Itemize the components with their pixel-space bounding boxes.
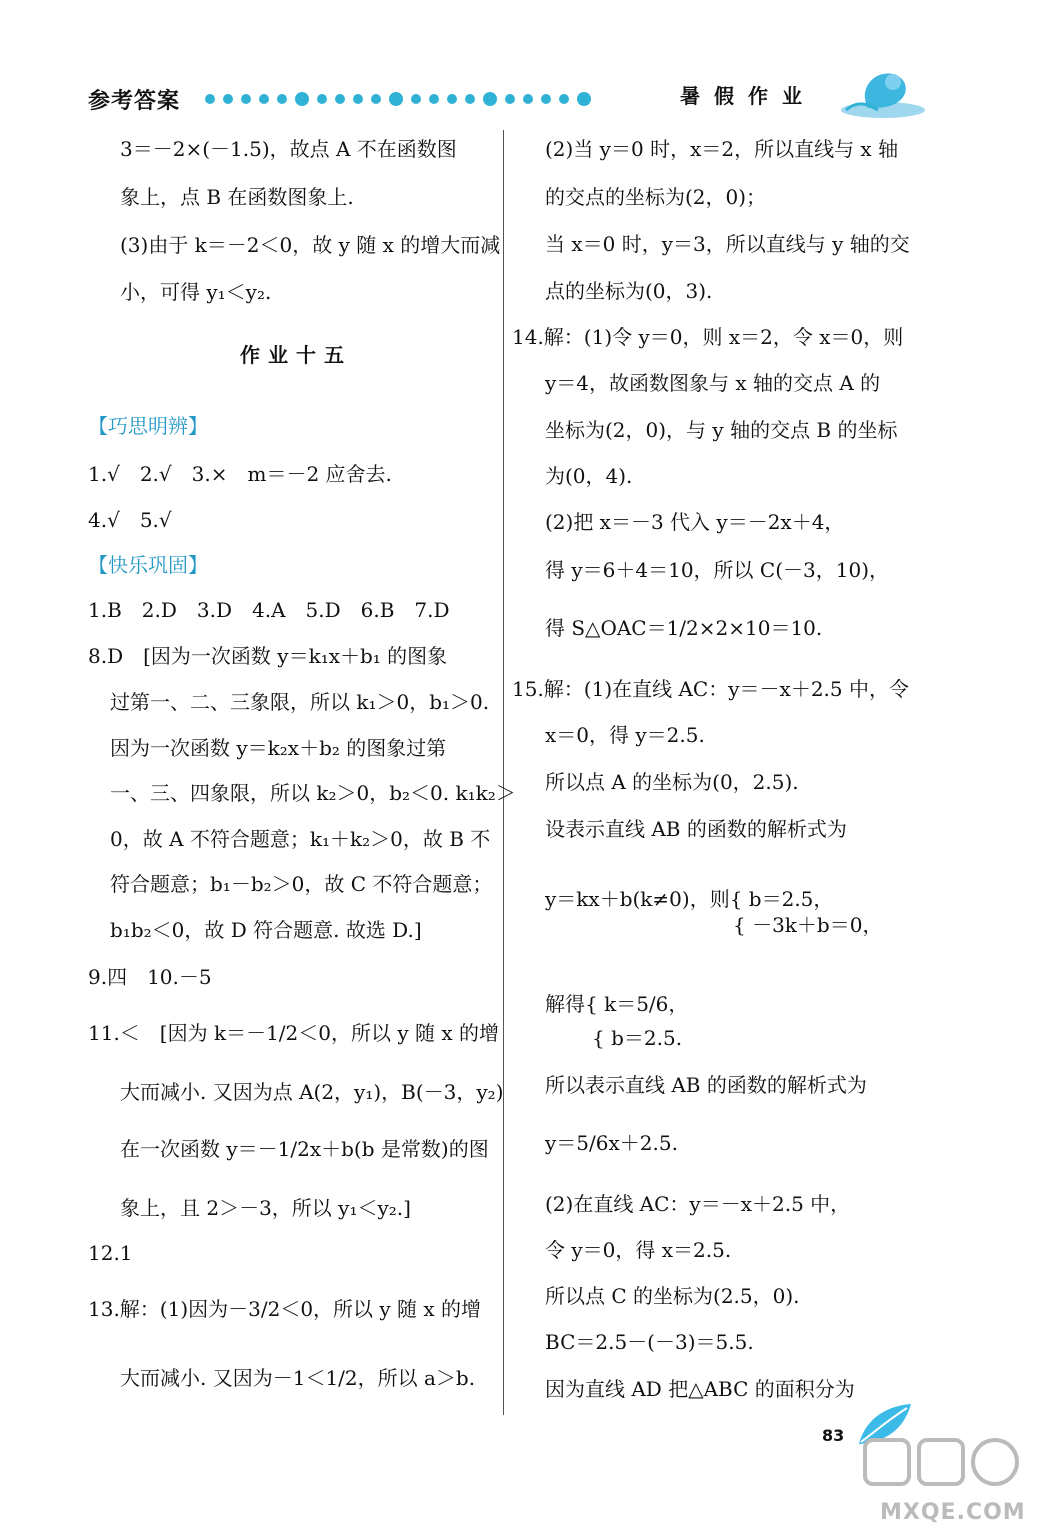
text-line: 14.解：(1)令 y＝0，则 x＝2，令 x＝0，则 <box>512 325 904 349</box>
decor-dot <box>277 94 287 104</box>
text-line: 令 y＝0，得 x＝2.5. <box>545 1238 732 1262</box>
decor-dot <box>241 94 251 104</box>
text-line: 9.四 10.－5 <box>88 965 212 989</box>
decor-dot <box>429 94 439 104</box>
text-line: { b＝2.5. <box>592 1026 683 1050</box>
text-line: 大而减小. 又因为点 A(2，y₁)，B(－3，y₂) <box>120 1080 504 1104</box>
decor-dot <box>447 94 457 104</box>
text-line: b₁b₂＜0，故 D 符合题意. 故选 D.] <box>110 918 422 942</box>
text-line: 13.解：(1)因为－3/2＜0，所以 y 随 x 的增 <box>88 1297 482 1321</box>
header-dots <box>205 92 591 106</box>
text-line: 象上，且 2＞－3，所以 y₁＜y₂.] <box>120 1196 411 1220</box>
text-line: 所以表示直线 AB 的函数的解析式为 <box>545 1073 867 1097</box>
text-line: 在一次函数 y＝－1/2x＋b(b 是常数)的图 <box>120 1137 489 1161</box>
decor-dot <box>371 94 381 104</box>
text-line: 得 y＝6＋4＝10，所以 C(－3，10)， <box>545 558 889 582</box>
section-label: 【快乐巩固】 <box>88 553 208 577</box>
text-line: 点的坐标为(0，3). <box>545 279 713 303</box>
text-line: 1.√ 2.√ 3.× m＝－2 应舍去. <box>88 462 392 486</box>
text-line: (2)当 y＝0 时，x＝2，所以直线与 x 轴 <box>545 137 899 161</box>
page-header <box>0 0 1050 125</box>
text-line: 12.1 <box>88 1241 133 1265</box>
text-line: 8.D [因为一次函数 y＝k₁x＋b₁ 的图象 <box>88 644 448 668</box>
text-line: 1.B 2.D 3.D 4.A 5.D 6.B 7.D <box>88 598 450 622</box>
decor-dot <box>223 94 233 104</box>
decor-dot <box>523 94 533 104</box>
text-line: 当 x＝0 时，y＝3，所以直线与 y 轴的交 <box>545 232 910 256</box>
text-line: 坐标为(2，0)，与 y 轴的交点 B 的坐标 <box>545 418 898 442</box>
text-line: 4.√ 5.√ <box>88 508 172 532</box>
text-line: (2)在直线 AC：y＝－x＋2.5 中， <box>545 1192 851 1216</box>
section-title: 作业十五 <box>240 343 352 367</box>
text-line: 为(0，4). <box>545 464 633 488</box>
decor-dot <box>465 94 475 104</box>
text-line: 象上，点 B 在函数图象上. <box>120 185 354 209</box>
text-line: 设表示直线 AB 的函数的解析式为 <box>545 817 847 841</box>
text-line: 的交点的坐标为(2，0)； <box>545 185 767 209</box>
text-line: 15.解：(1)在直线 AC：y＝－x＋2.5 中，令 <box>512 677 909 701</box>
text-line: 所以点 A 的坐标为(0，2.5). <box>545 770 799 794</box>
decor-dot <box>577 92 591 106</box>
text-line: 小，可得 y₁＜y₂. <box>120 280 272 304</box>
text-line: (2)把 x＝－3 代入 y＝－2x＋4， <box>545 510 845 534</box>
watermark-text: MXQE.COM <box>880 1500 1026 1525</box>
decor-dot <box>317 94 327 104</box>
decor-dot <box>295 92 309 106</box>
text-line: 0，故 A 不符合题意；k₁＋k₂＞0，故 B 不 <box>110 827 491 851</box>
text-line: 3＝－2×(－1.5)，故点 A 不在函数图 <box>120 137 457 161</box>
page-number: 83 <box>822 1426 845 1445</box>
text-line: { －3k＋b＝0， <box>733 913 883 937</box>
text-line: 得 S△OAC＝1/2×2×10＝10. <box>545 616 823 640</box>
decor-dot <box>259 94 269 104</box>
mascot-icon <box>838 60 928 120</box>
decor-dot <box>353 94 363 104</box>
text-line: 因为直线 AD 把△ABC 的面积分为 <box>545 1377 855 1401</box>
decor-dot <box>389 92 403 106</box>
text-line: 大而减小. 又因为－1＜1/2，所以 a＞b. <box>120 1366 476 1390</box>
header-brand: 暑假作业 <box>680 84 816 108</box>
text-line: BC＝2.5－(－3)＝5.5. <box>545 1330 754 1354</box>
column-divider <box>503 130 504 1415</box>
decor-dot <box>483 92 497 106</box>
decor-dot <box>335 94 345 104</box>
text-line: 因为一次函数 y＝k₂x＋b₂ 的图象过第 <box>110 736 447 760</box>
watermark-logo-icon <box>855 1430 1035 1500</box>
decor-dot <box>205 94 215 104</box>
text-line: (3)由于 k＝－2＜0，故 y 随 x 的增大而减 <box>120 233 501 257</box>
text-line: 11.＜ [因为 k＝－1/2＜0，所以 y 随 x 的增 <box>88 1021 500 1045</box>
text-line: x＝0，得 y＝2.5. <box>545 723 705 747</box>
header-label: 参考答案 <box>88 89 181 114</box>
text-line: y＝kx＋b(k≠0)，则{ b＝2.5， <box>545 887 834 911</box>
text-line: y＝5/6x＋2.5. <box>545 1131 678 1155</box>
text-line: 过第一、二、三象限，所以 k₁＞0，b₁＞0. <box>110 690 490 714</box>
decor-dot <box>559 94 569 104</box>
decor-dot <box>505 94 515 104</box>
text-line: 所以点 C 的坐标为(2.5，0). <box>545 1284 800 1308</box>
text-line: 符合题意；b₁－b₂＞0，故 C 不符合题意； <box>110 872 493 896</box>
text-line: y＝4，故函数图象与 x 轴的交点 A 的 <box>545 371 881 395</box>
decor-dot <box>541 94 551 104</box>
section-label: 【巧思明辨】 <box>88 414 208 438</box>
text-line: 一、三、四象限，所以 k₂＞0，b₂＜0. k₁k₂＞ <box>110 781 516 805</box>
decor-dot <box>411 94 421 104</box>
text-line: 解得{ k＝5/6， <box>545 992 689 1016</box>
